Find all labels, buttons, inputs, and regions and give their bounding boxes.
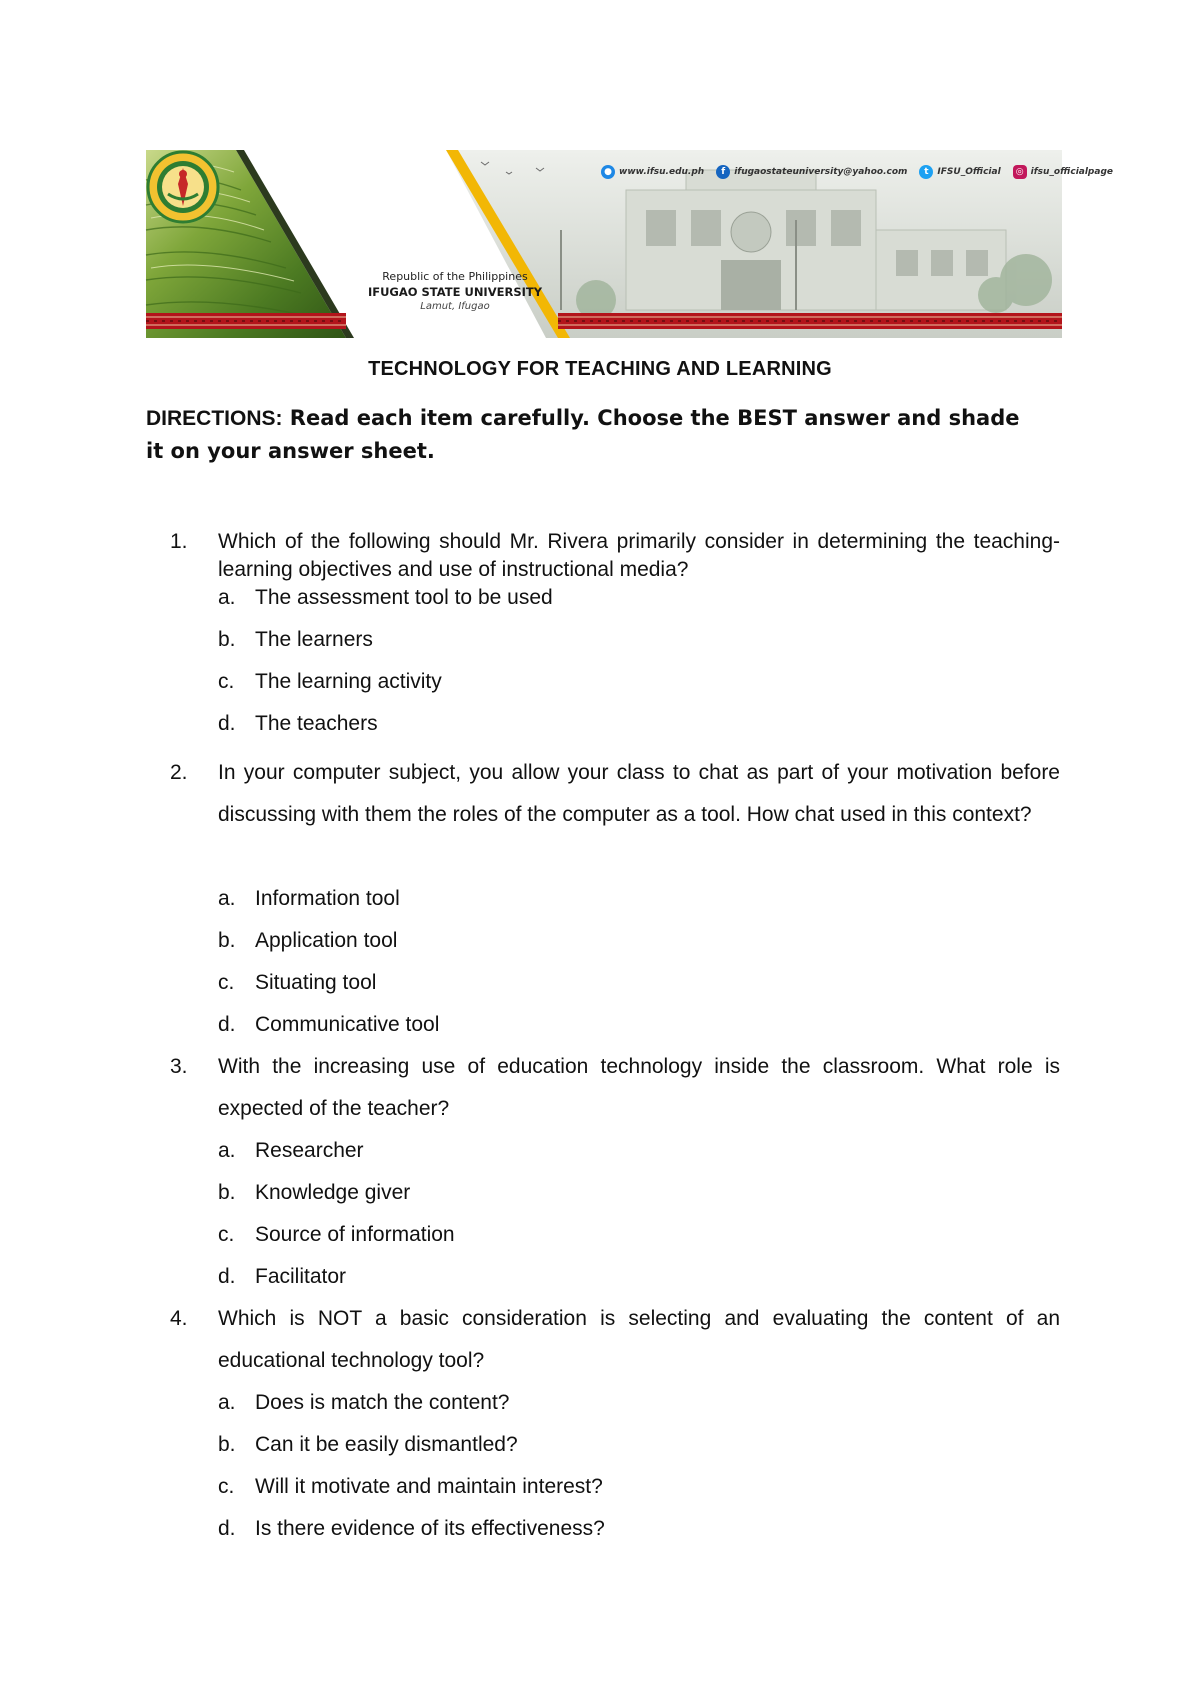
twitter-icon: t xyxy=(919,165,933,179)
option-letter: a. xyxy=(218,586,236,609)
directions xyxy=(146,402,1026,467)
option-text: Application tool xyxy=(255,929,398,952)
social-instagram-text: ifsu_officialpage xyxy=(1030,167,1113,177)
option-letter: d. xyxy=(218,712,236,735)
social-facebook-text: ifugaostateuniversity@yahoo.com xyxy=(734,167,908,177)
option-1b[interactable] xyxy=(218,626,373,654)
option-letter: b. xyxy=(218,628,236,651)
option-2b[interactable] xyxy=(218,920,397,962)
option-text: The teachers xyxy=(255,712,378,735)
option-text: Situating tool xyxy=(255,971,377,994)
option-4d[interactable] xyxy=(218,1508,605,1550)
option-letter: b. xyxy=(218,929,236,952)
social-twitter-text: IFSU_Official xyxy=(937,167,1001,177)
social-website-text: www.ifsu.edu.ph xyxy=(619,167,705,177)
option-text: Information tool xyxy=(255,887,400,910)
option-text: The assessment tool to be used xyxy=(255,586,553,609)
social-instagram[interactable] xyxy=(1013,165,1113,179)
directions-label: DIRECTIONS: xyxy=(146,407,283,430)
social-links xyxy=(601,165,1119,179)
option-4c[interactable] xyxy=(218,1466,603,1508)
option-letter: b. xyxy=(218,1181,236,1204)
option-letter: a. xyxy=(218,1391,236,1414)
document-title: TECHNOLOGY FOR TEACHING AND LEARNING xyxy=(368,358,832,380)
question-number: 2. xyxy=(170,761,188,784)
facebook-icon: f xyxy=(716,165,730,179)
option-2c[interactable] xyxy=(218,962,376,1004)
university-seal-logo xyxy=(146,150,220,224)
option-1a[interactable] xyxy=(218,584,553,612)
globe-icon: ● xyxy=(601,165,615,179)
option-letter: d. xyxy=(218,1013,236,1036)
option-text: Is there evidence of its effectiveness? xyxy=(255,1517,605,1540)
option-letter: c. xyxy=(218,1223,235,1246)
option-letter: d. xyxy=(218,1517,236,1540)
option-letter: d. xyxy=(218,1265,236,1288)
question-text: Which of the following should Mr. Rivera primarily consider in determining the teaching-learning objectives and use of instructional media? xyxy=(218,530,1060,581)
question-text: Which is NOT a basic consideration is selecting and evaluating the content of an educational technology tool? xyxy=(218,1307,1060,1372)
option-letter: a. xyxy=(218,887,236,910)
option-1c[interactable] xyxy=(218,668,442,696)
question-text: With the increasing use of education technology inside the classroom. What role is expected of the teacher? xyxy=(218,1055,1060,1120)
university-location: Lamut, Ifugao xyxy=(420,301,490,312)
option-2a[interactable] xyxy=(218,878,400,920)
option-letter: c. xyxy=(218,670,235,693)
option-letter: c. xyxy=(218,971,235,994)
question-text: In your computer subject, you allow your class to chat as part of your motivation before discussing with them the roles of the computer as a tool. How chat used in this context? xyxy=(218,761,1060,826)
option-3d[interactable] xyxy=(218,1256,346,1298)
instagram-icon: ◎ xyxy=(1013,165,1027,179)
question-number: 3. xyxy=(170,1055,188,1078)
option-text: Will it motivate and maintain interest? xyxy=(255,1475,603,1498)
option-text: The learners xyxy=(255,628,373,651)
option-text: The learning activity xyxy=(255,670,442,693)
university-name: IFUGAO STATE UNIVERSITY xyxy=(367,285,543,299)
option-2d[interactable] xyxy=(218,1004,439,1046)
republic-label: Republic of the Philippines xyxy=(382,270,528,283)
option-text: Does is match the content? xyxy=(255,1391,510,1414)
option-4b[interactable] xyxy=(218,1424,518,1466)
option-text: Can it be easily dismantled? xyxy=(255,1433,518,1456)
option-text: Facilitator xyxy=(255,1265,347,1288)
option-text: Knowledge giver xyxy=(255,1181,411,1204)
option-text: Researcher xyxy=(255,1139,364,1162)
directions-text: Read each item carefully. Choose the BEST answer and shade it on your answer sheet. xyxy=(146,406,1020,463)
social-twitter[interactable] xyxy=(919,165,1000,179)
option-1d[interactable] xyxy=(218,710,378,738)
option-3a[interactable] xyxy=(218,1130,364,1172)
social-website[interactable] xyxy=(601,165,704,179)
university-banner xyxy=(146,150,1113,338)
option-3c[interactable] xyxy=(218,1214,455,1256)
university-identity xyxy=(330,270,580,312)
option-letter: c. xyxy=(218,1475,235,1498)
option-letter: a. xyxy=(218,1139,236,1162)
question-number: 4. xyxy=(170,1307,188,1330)
social-facebook[interactable] xyxy=(716,165,907,179)
question-number: 1. xyxy=(170,530,188,553)
option-4a[interactable] xyxy=(218,1382,509,1424)
option-text: Source of information xyxy=(255,1223,455,1246)
option-letter: b. xyxy=(218,1433,236,1456)
option-text: Communicative tool xyxy=(255,1013,440,1036)
option-3b[interactable] xyxy=(218,1172,410,1214)
